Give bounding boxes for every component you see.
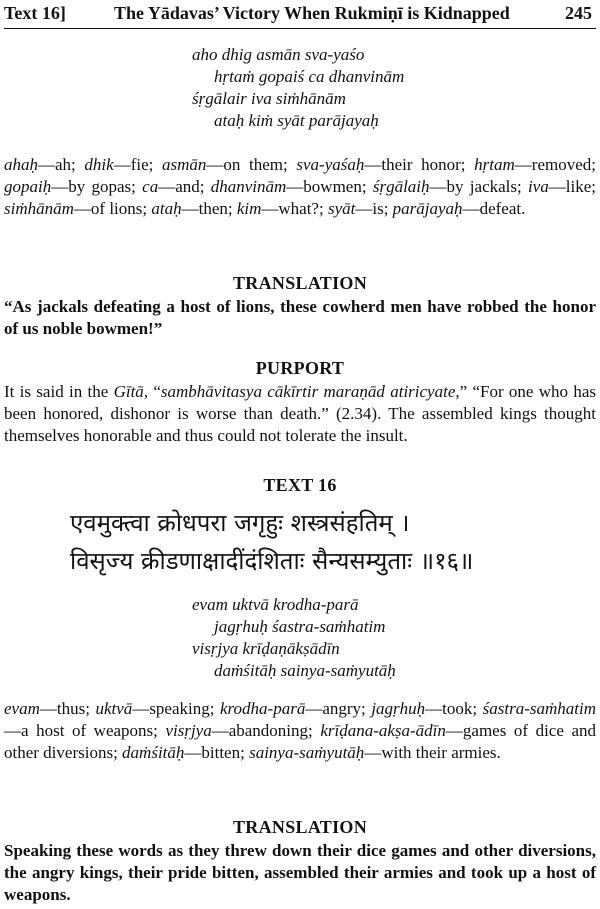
synonym-word: ataḥ bbox=[151, 199, 182, 218]
synonym-meaning: then; bbox=[198, 199, 237, 218]
verse-15-transliteration bbox=[192, 44, 404, 132]
synonym-meaning: fie; bbox=[130, 155, 162, 174]
devanagari-line: एवमुक्त्वा क्रोधपरा जगृहुः शस्त्रसंहतिम् । bbox=[70, 509, 410, 537]
synonym-word: kim bbox=[236, 199, 262, 218]
verse-line: ataḥ kiṁ syāt parājayaḥ bbox=[214, 111, 379, 130]
purport-text bbox=[4, 381, 596, 447]
synonym-meaning: and; bbox=[175, 177, 211, 196]
page-number: 245 bbox=[565, 3, 592, 23]
purport-text-part: , “ bbox=[143, 382, 161, 401]
verse-line: evam uktvā krodha-parā bbox=[192, 595, 359, 614]
synonym-word: iva bbox=[528, 177, 549, 196]
synonym-word: ahaḥ bbox=[4, 155, 38, 174]
translation-15: “As jackals defeating a host of lions, these cowherd men have robbed the honor of us noble bowmen!” bbox=[4, 297, 596, 338]
synonyms-15: ahaḥ—ah; dhik—fie; asmān—on them; sva-yaśaḥ—their honor; hṛtam—removed; gopaiḥ—by gopas; ca—and; dhanvinām—bowmen; śṛgālaiḥ—by jackals; iva—like; siṁhānām—of lions; ataḥ—then; kim—what?; syāt—is; parājayaḥ—defeat. bbox=[4, 155, 596, 218]
verse-line: jagṛhuḥ śastra-saṁhatim bbox=[214, 617, 386, 636]
synonym-word: dhanvinām bbox=[210, 177, 287, 196]
synonym-meaning: by gopas; bbox=[68, 177, 143, 196]
synonym-meaning: a host of weapons; bbox=[21, 721, 166, 740]
synonym-meaning: bitten; bbox=[201, 743, 250, 762]
devanagari-line: विसृज्य क्रीडणाक्षादींदंशिताः सैन्यसम्युताः ॥१६॥ bbox=[70, 547, 474, 575]
synonym-word: daṁśitāḥ bbox=[122, 743, 185, 762]
synonym-word: krīḍana-akṣa-ādīn bbox=[320, 721, 446, 740]
synonym-word: sainya-saṁyutāḥ bbox=[249, 743, 365, 762]
purport-heading: PURPORT bbox=[255, 358, 345, 378]
synonym-meaning: by jackals; bbox=[446, 177, 528, 196]
synonym-word: asmān bbox=[161, 155, 207, 174]
purport-gita: Gītā bbox=[113, 382, 144, 401]
synonym-word: hṛtam bbox=[474, 155, 515, 174]
translation-16: Speaking these words as they threw down their dice games and other diversions, the angry kings, their pride bitten, assembled their armies and took up a host of weapons. bbox=[4, 841, 596, 904]
verse-line: aho dhig asmān sva-yaśo bbox=[192, 45, 365, 64]
synonym-word: siṁhānām bbox=[4, 199, 74, 218]
synonym-meaning: removed; bbox=[531, 155, 596, 174]
synonym-word: evam bbox=[4, 699, 40, 718]
verse-line: visṛjya krīḍaṇākṣādīn bbox=[192, 639, 340, 658]
running-header bbox=[4, 2, 596, 29]
synonym-word: parājayaḥ bbox=[392, 199, 463, 218]
verse-line: hṛtaṁ gopaiś ca dhanvinām bbox=[214, 67, 405, 86]
synonym-meaning: with their armies. bbox=[381, 743, 501, 762]
synonym-meaning: bowmen; bbox=[303, 177, 373, 196]
header-text-reference: Text 16] bbox=[4, 3, 66, 23]
synonym-meaning: took; bbox=[442, 699, 483, 718]
translation-heading-16: TRANSLATION bbox=[233, 817, 367, 837]
synonym-word: krodha-parā bbox=[220, 699, 306, 718]
synonym-meaning: like; bbox=[565, 177, 596, 196]
verse-line: śṛgālair iva siṁhānām bbox=[192, 89, 346, 108]
text-16-heading: TEXT 16 bbox=[263, 475, 337, 495]
synonym-word: gopaiḥ bbox=[4, 177, 52, 196]
synonym-word: visṛjya bbox=[165, 721, 212, 740]
purport-quote: sambhāvitasya cākīrtir maraṇād atiricyate, bbox=[160, 382, 460, 401]
synonym-word: uktvā bbox=[95, 699, 133, 718]
synonym-meaning: angry; bbox=[322, 699, 372, 718]
verse-16-transliteration bbox=[192, 594, 396, 682]
synonym-meaning: ah; bbox=[55, 155, 85, 174]
synonym-word: śṛgālaiḥ bbox=[372, 177, 430, 196]
synonym-meaning: abandoning; bbox=[228, 721, 321, 740]
header-chapter-title: The Yādavas’ Victory When Rukmiṇī is Kidnapped bbox=[114, 3, 510, 23]
translation-heading-15: TRANSLATION bbox=[233, 273, 367, 293]
synonym-meaning: games of dice and other diversions; bbox=[4, 721, 596, 762]
synonym-meaning: of lions; bbox=[90, 199, 152, 218]
synonym-meaning: their honor; bbox=[381, 155, 475, 174]
purport-text-part: ” “For one who has been honored, dishonor is worse than death.” (2.34). The assembled kings thought themselves honorable and thus could not tolerate the insult. bbox=[4, 382, 596, 445]
synonyms-16: evam—thus; uktvā—speaking; krodha-parā—angry; jagṛhuḥ—took; śastra-saṁhatim—a host of weapons; visṛjya—abandoning; krīḍana-akṣa-ādīn—games of dice and other diversions; daṁśitāḥ—bitten; sainya-saṁyutāḥ—with their armies. bbox=[4, 699, 597, 762]
purport-text-part: It is said in the bbox=[4, 382, 114, 401]
synonym-word: dhik bbox=[84, 155, 114, 174]
synonym-word: śastra-saṁhatim bbox=[482, 699, 597, 718]
synonym-meaning: what?; bbox=[278, 199, 328, 218]
synonym-meaning: thus; bbox=[56, 699, 96, 718]
synonym-word: sva-yaśaḥ bbox=[296, 155, 365, 174]
synonym-meaning: defeat. bbox=[479, 199, 526, 218]
synonym-meaning: on them; bbox=[223, 155, 297, 174]
verse-line: daṁśitāḥ sainya-saṁyutāḥ bbox=[214, 661, 396, 680]
synonym-meaning: is; bbox=[372, 199, 393, 218]
synonym-meaning: speaking; bbox=[149, 699, 221, 718]
synonym-word: syāt bbox=[327, 199, 356, 218]
synonym-word: jagṛhuḥ bbox=[371, 699, 426, 718]
synonym-word: ca bbox=[142, 177, 159, 196]
